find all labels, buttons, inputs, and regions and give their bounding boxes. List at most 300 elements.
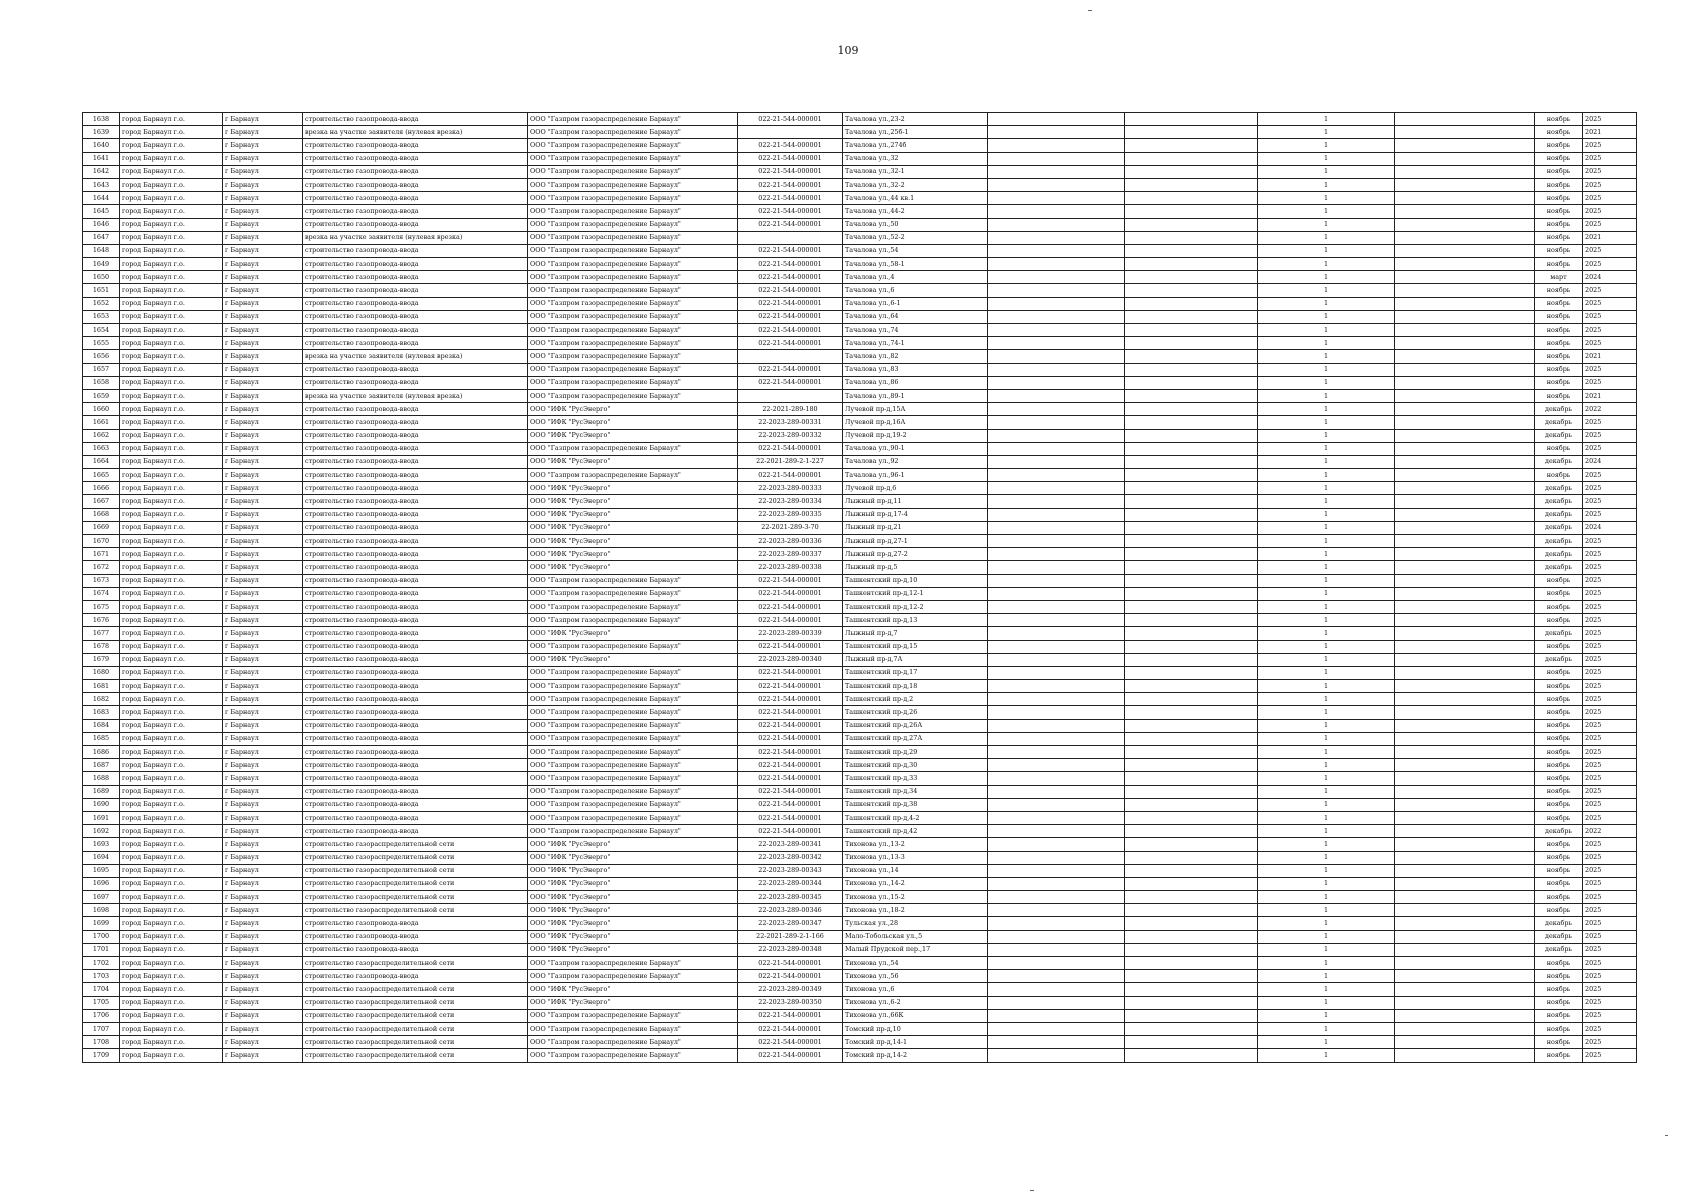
work-type-cell: строительство газопровода-ввода bbox=[303, 363, 528, 376]
row-number-cell: 1680 bbox=[83, 666, 120, 679]
municipality-cell: город Барнаул г.о. bbox=[120, 535, 223, 548]
count-cell: 1 bbox=[1258, 165, 1395, 178]
work-type-cell: строительство газопровода-ввода bbox=[303, 535, 528, 548]
year-cell: 2025 bbox=[1583, 680, 1637, 693]
locality-cell: г Барнаул bbox=[223, 996, 303, 1009]
address-cell: Тачалова ул.,74 bbox=[843, 324, 988, 337]
table-row bbox=[83, 548, 1637, 561]
address-cell: Мало-Тобольская ул.,5 bbox=[843, 930, 988, 943]
work-type-cell: строительство газопровода-ввода bbox=[303, 376, 528, 389]
table-row bbox=[83, 165, 1637, 178]
empty-cell bbox=[1395, 996, 1535, 1009]
table-row bbox=[83, 403, 1637, 416]
project-code-cell: 022-21-544-000001 bbox=[738, 732, 843, 745]
empty-cell bbox=[1395, 838, 1535, 851]
month-cell: ноябрь bbox=[1535, 205, 1583, 218]
empty-cell bbox=[1125, 1036, 1258, 1049]
municipality-cell: город Барнаул г.о. bbox=[120, 904, 223, 917]
table-row bbox=[83, 363, 1637, 376]
row-number-cell: 1684 bbox=[83, 719, 120, 732]
project-code-cell bbox=[738, 350, 843, 363]
project-code-cell: 22-2023-289-00350 bbox=[738, 996, 843, 1009]
table-row bbox=[83, 244, 1637, 257]
table-row bbox=[83, 389, 1637, 402]
municipality-cell: город Барнаул г.о. bbox=[120, 693, 223, 706]
organization-cell: ООО "Газпром газораспределение Барнаул" bbox=[528, 1009, 738, 1022]
month-cell: ноябрь bbox=[1535, 1036, 1583, 1049]
address-cell: Тихонова ул.,14-2 bbox=[843, 877, 988, 890]
empty-cell bbox=[1125, 258, 1258, 271]
municipality-cell: город Барнаул г.о. bbox=[120, 970, 223, 983]
row-number-cell: 1644 bbox=[83, 192, 120, 205]
empty-cell bbox=[1395, 521, 1535, 534]
locality-cell: г Барнаул bbox=[223, 218, 303, 231]
municipality-cell: город Барнаул г.о. bbox=[120, 165, 223, 178]
address-cell: Ташкентский пр-д,2 bbox=[843, 693, 988, 706]
municipality-cell: город Барнаул г.о. bbox=[120, 957, 223, 970]
address-cell: Тачалова ул.,6 bbox=[843, 284, 988, 297]
empty-cell bbox=[1395, 1009, 1535, 1022]
empty-cell bbox=[1125, 772, 1258, 785]
empty-cell bbox=[1125, 205, 1258, 218]
empty-cell bbox=[1395, 178, 1535, 191]
year-cell: 2025 bbox=[1583, 693, 1637, 706]
empty-cell bbox=[1395, 891, 1535, 904]
project-code-cell: 22-2023-289-00334 bbox=[738, 495, 843, 508]
count-cell: 1 bbox=[1258, 983, 1395, 996]
municipality-cell: город Барнаул г.о. bbox=[120, 1049, 223, 1062]
table-row bbox=[83, 891, 1637, 904]
empty-cell bbox=[988, 469, 1125, 482]
empty-cell bbox=[988, 614, 1125, 627]
row-number-cell: 1673 bbox=[83, 574, 120, 587]
count-cell: 1 bbox=[1258, 271, 1395, 284]
table-row bbox=[83, 495, 1637, 508]
address-cell: Тихонова ул.,15-2 bbox=[843, 891, 988, 904]
year-cell: 2025 bbox=[1583, 930, 1637, 943]
project-code-cell: 022-21-544-000001 bbox=[738, 693, 843, 706]
empty-cell bbox=[988, 297, 1125, 310]
table-row bbox=[83, 310, 1637, 323]
month-cell: ноябрь bbox=[1535, 957, 1583, 970]
work-type-cell: строительство газопровода-ввода bbox=[303, 271, 528, 284]
empty-cell bbox=[1395, 864, 1535, 877]
table-row bbox=[83, 706, 1637, 719]
month-cell: ноябрь bbox=[1535, 574, 1583, 587]
address-cell: Лыжный пр-д,7А bbox=[843, 653, 988, 666]
locality-cell: г Барнаул bbox=[223, 917, 303, 930]
year-cell: 2025 bbox=[1583, 561, 1637, 574]
work-type-cell: строительство газораспределительной сети bbox=[303, 1049, 528, 1062]
locality-cell: г Барнаул bbox=[223, 957, 303, 970]
row-number-cell: 1708 bbox=[83, 1036, 120, 1049]
empty-cell bbox=[1125, 495, 1258, 508]
empty-cell bbox=[988, 1049, 1125, 1062]
table-row bbox=[83, 442, 1637, 455]
count-cell: 1 bbox=[1258, 970, 1395, 983]
empty-cell bbox=[988, 785, 1125, 798]
municipality-cell: город Барнаул г.о. bbox=[120, 759, 223, 772]
empty-cell bbox=[988, 904, 1125, 917]
empty-cell bbox=[1125, 719, 1258, 732]
year-cell: 2025 bbox=[1583, 205, 1637, 218]
empty-cell bbox=[1395, 825, 1535, 838]
table-row bbox=[83, 429, 1637, 442]
count-cell: 1 bbox=[1258, 693, 1395, 706]
empty-cell bbox=[1125, 244, 1258, 257]
municipality-cell: город Барнаул г.о. bbox=[120, 680, 223, 693]
empty-cell bbox=[988, 653, 1125, 666]
month-cell: декабрь bbox=[1535, 429, 1583, 442]
work-type-cell: строительство газопровода-ввода bbox=[303, 600, 528, 613]
empty-cell bbox=[1125, 785, 1258, 798]
count-cell: 1 bbox=[1258, 877, 1395, 890]
table-row bbox=[83, 970, 1637, 983]
empty-cell bbox=[988, 284, 1125, 297]
municipality-cell: город Барнаул г.о. bbox=[120, 574, 223, 587]
project-code-cell: 022-21-544-000001 bbox=[738, 192, 843, 205]
organization-cell: ООО "Газпром газораспределение Барнаул" bbox=[528, 1049, 738, 1062]
work-type-cell: строительство газопровода-ввода bbox=[303, 680, 528, 693]
count-cell: 1 bbox=[1258, 113, 1395, 126]
work-type-cell: строительство газопровода-ввода bbox=[303, 732, 528, 745]
project-code-cell bbox=[738, 126, 843, 139]
empty-cell bbox=[1395, 904, 1535, 917]
month-cell: ноябрь bbox=[1535, 376, 1583, 389]
empty-cell bbox=[1125, 521, 1258, 534]
project-code-cell bbox=[738, 231, 843, 244]
work-type-cell: строительство газопровода-ввода bbox=[303, 548, 528, 561]
address-cell: Тачалова ул.,6-1 bbox=[843, 297, 988, 310]
organization-cell: ООО "Газпром газораспределение Барнаул" bbox=[528, 310, 738, 323]
row-number-cell: 1655 bbox=[83, 337, 120, 350]
address-cell: Тачалова ул.,58-1 bbox=[843, 258, 988, 271]
year-cell: 2025 bbox=[1583, 469, 1637, 482]
work-type-cell: врезка на участке заявителя (нулевая врезка) bbox=[303, 389, 528, 402]
empty-cell bbox=[1395, 970, 1535, 983]
count-cell: 1 bbox=[1258, 508, 1395, 521]
address-cell: Тихонова ул.,13-3 bbox=[843, 851, 988, 864]
year-cell: 2025 bbox=[1583, 548, 1637, 561]
address-cell: Тачалова ул.,50 bbox=[843, 218, 988, 231]
empty-cell bbox=[988, 455, 1125, 468]
table-row bbox=[83, 851, 1637, 864]
locality-cell: г Барнаул bbox=[223, 904, 303, 917]
empty-cell bbox=[988, 139, 1125, 152]
month-cell: ноябрь bbox=[1535, 218, 1583, 231]
empty-cell bbox=[1125, 904, 1258, 917]
table-row bbox=[83, 469, 1637, 482]
year-cell: 2025 bbox=[1583, 666, 1637, 679]
table-row bbox=[83, 666, 1637, 679]
table-row bbox=[83, 284, 1637, 297]
locality-cell: г Барнаул bbox=[223, 455, 303, 468]
municipality-cell: город Барнаул г.о. bbox=[120, 1009, 223, 1022]
organization-cell: ООО "Газпром газораспределение Барнаул" bbox=[528, 587, 738, 600]
empty-cell bbox=[988, 811, 1125, 824]
municipality-cell: город Барнаул г.о. bbox=[120, 469, 223, 482]
empty-cell bbox=[988, 574, 1125, 587]
municipality-cell: город Барнаул г.о. bbox=[120, 218, 223, 231]
work-type-cell: строительство газопровода-ввода bbox=[303, 746, 528, 759]
project-code-cell: 022-21-544-000001 bbox=[738, 957, 843, 970]
empty-cell bbox=[1125, 811, 1258, 824]
table-row bbox=[83, 627, 1637, 640]
locality-cell: г Барнаул bbox=[223, 930, 303, 943]
row-number-cell: 1670 bbox=[83, 535, 120, 548]
work-type-cell: строительство газопровода-ввода bbox=[303, 574, 528, 587]
empty-cell bbox=[1395, 258, 1535, 271]
row-number-cell: 1648 bbox=[83, 244, 120, 257]
municipality-cell: город Барнаул г.о. bbox=[120, 627, 223, 640]
count-cell: 1 bbox=[1258, 205, 1395, 218]
project-code-cell: 22-2023-289-00345 bbox=[738, 891, 843, 904]
empty-cell bbox=[1125, 416, 1258, 429]
row-number-cell: 1688 bbox=[83, 772, 120, 785]
empty-cell bbox=[988, 535, 1125, 548]
empty-cell bbox=[988, 666, 1125, 679]
work-type-cell: строительство газопровода-ввода bbox=[303, 495, 528, 508]
year-cell: 2025 bbox=[1583, 983, 1637, 996]
empty-cell bbox=[1125, 666, 1258, 679]
empty-cell bbox=[1395, 614, 1535, 627]
table-row bbox=[83, 1049, 1637, 1062]
organization-cell: ООО "ИФК "РусЭнерго" bbox=[528, 495, 738, 508]
count-cell: 1 bbox=[1258, 653, 1395, 666]
count-cell: 1 bbox=[1258, 640, 1395, 653]
year-cell: 2025 bbox=[1583, 600, 1637, 613]
empty-cell bbox=[1395, 455, 1535, 468]
empty-cell bbox=[1125, 297, 1258, 310]
organization-cell: ООО "ИФК "РусЭнерго" bbox=[528, 455, 738, 468]
empty-cell bbox=[1125, 139, 1258, 152]
organization-cell: ООО "ИФК "РусЭнерго" bbox=[528, 482, 738, 495]
year-cell: 2025 bbox=[1583, 363, 1637, 376]
month-cell: декабрь bbox=[1535, 482, 1583, 495]
row-number-cell: 1690 bbox=[83, 798, 120, 811]
project-code-cell: 022-21-544-000001 bbox=[738, 719, 843, 732]
empty-cell bbox=[1395, 1036, 1535, 1049]
row-number-cell: 1647 bbox=[83, 231, 120, 244]
organization-cell: ООО "ИФК "РусЭнерго" bbox=[528, 891, 738, 904]
work-type-cell: строительство газопровода-ввода bbox=[303, 139, 528, 152]
organization-cell: ООО "ИФК "РусЭнерго" bbox=[528, 653, 738, 666]
project-code-cell: 022-21-544-000001 bbox=[738, 1009, 843, 1022]
year-cell: 2025 bbox=[1583, 310, 1637, 323]
address-cell: Тачалова ул.,96-1 bbox=[843, 469, 988, 482]
project-code-cell: 22-2023-289-00349 bbox=[738, 983, 843, 996]
empty-cell bbox=[1125, 732, 1258, 745]
organization-cell: ООО "Газпром газораспределение Барнаул" bbox=[528, 825, 738, 838]
empty-cell bbox=[1395, 218, 1535, 231]
year-cell: 2024 bbox=[1583, 455, 1637, 468]
year-cell: 2025 bbox=[1583, 772, 1637, 785]
locality-cell: г Барнаул bbox=[223, 113, 303, 126]
empty-cell bbox=[988, 930, 1125, 943]
count-cell: 1 bbox=[1258, 455, 1395, 468]
locality-cell: г Барнаул bbox=[223, 337, 303, 350]
year-cell: 2025 bbox=[1583, 1036, 1637, 1049]
organization-cell: ООО "Газпром газораспределение Барнаул" bbox=[528, 324, 738, 337]
year-cell: 2025 bbox=[1583, 798, 1637, 811]
table-row bbox=[83, 521, 1637, 534]
empty-cell bbox=[1125, 126, 1258, 139]
month-cell: декабрь bbox=[1535, 508, 1583, 521]
municipality-cell: город Барнаул г.о. bbox=[120, 192, 223, 205]
project-code-cell: 22-2023-289-00339 bbox=[738, 627, 843, 640]
month-cell: декабрь bbox=[1535, 521, 1583, 534]
row-number-cell: 1659 bbox=[83, 389, 120, 402]
month-cell: декабрь bbox=[1535, 495, 1583, 508]
municipality-cell: город Барнаул г.о. bbox=[120, 508, 223, 521]
address-cell: Тачалова ул.,4 bbox=[843, 271, 988, 284]
organization-cell: ООО "Газпром газораспределение Барнаул" bbox=[528, 152, 738, 165]
month-cell: ноябрь bbox=[1535, 231, 1583, 244]
work-type-cell: строительство газопровода-ввода bbox=[303, 403, 528, 416]
month-cell: ноябрь bbox=[1535, 746, 1583, 759]
count-cell: 1 bbox=[1258, 957, 1395, 970]
municipality-cell: город Барнаул г.о. bbox=[120, 231, 223, 244]
empty-cell bbox=[1395, 732, 1535, 745]
row-number-cell: 1656 bbox=[83, 350, 120, 363]
empty-cell bbox=[1395, 403, 1535, 416]
work-type-cell: строительство газопровода-ввода bbox=[303, 192, 528, 205]
project-code-cell: 022-21-544-000001 bbox=[738, 666, 843, 679]
year-cell: 2025 bbox=[1583, 258, 1637, 271]
month-cell: ноябрь bbox=[1535, 680, 1583, 693]
address-cell: Тачалова ул.,25б-1 bbox=[843, 126, 988, 139]
empty-cell bbox=[1395, 429, 1535, 442]
year-cell: 2025 bbox=[1583, 284, 1637, 297]
project-code-cell: 022-21-544-000001 bbox=[738, 310, 843, 323]
year-cell: 2025 bbox=[1583, 1022, 1637, 1035]
count-cell: 1 bbox=[1258, 337, 1395, 350]
organization-cell: ООО "Газпром газораспределение Барнаул" bbox=[528, 600, 738, 613]
table-row bbox=[83, 297, 1637, 310]
address-cell: Ташкентский пр-д,15 bbox=[843, 640, 988, 653]
year-cell: 2025 bbox=[1583, 152, 1637, 165]
row-number-cell: 1642 bbox=[83, 165, 120, 178]
empty-cell bbox=[1125, 363, 1258, 376]
work-type-cell: строительство газопровода-ввода bbox=[303, 218, 528, 231]
empty-cell bbox=[1395, 337, 1535, 350]
address-cell: Ташкентский пр-д,18 bbox=[843, 680, 988, 693]
project-code-cell: 22-2023-289-00343 bbox=[738, 864, 843, 877]
work-type-cell: строительство газопровода-ввода bbox=[303, 337, 528, 350]
row-number-cell: 1702 bbox=[83, 957, 120, 970]
empty-cell bbox=[988, 798, 1125, 811]
count-cell: 1 bbox=[1258, 851, 1395, 864]
organization-cell: ООО "ИФК "РусЭнерго" bbox=[528, 429, 738, 442]
table-row bbox=[83, 811, 1637, 824]
work-type-cell: строительство газопровода-ввода bbox=[303, 258, 528, 271]
year-cell: 2025 bbox=[1583, 165, 1637, 178]
project-code-cell: 22-2021-289-3-70 bbox=[738, 521, 843, 534]
locality-cell: г Барнаул bbox=[223, 719, 303, 732]
municipality-cell: город Барнаул г.о. bbox=[120, 324, 223, 337]
work-type-cell: строительство газопровода-ввода bbox=[303, 653, 528, 666]
empty-cell bbox=[1125, 851, 1258, 864]
organization-cell: ООО "ИФК "РусЭнерго" bbox=[528, 548, 738, 561]
locality-cell: г Барнаул bbox=[223, 653, 303, 666]
project-code-cell: 022-21-544-000001 bbox=[738, 772, 843, 785]
row-number-cell: 1645 bbox=[83, 205, 120, 218]
count-cell: 1 bbox=[1258, 192, 1395, 205]
count-cell: 1 bbox=[1258, 218, 1395, 231]
locality-cell: г Барнаул bbox=[223, 165, 303, 178]
row-number-cell: 1685 bbox=[83, 732, 120, 745]
organization-cell: ООО "Газпром газораспределение Барнаул" bbox=[528, 759, 738, 772]
scan-speck bbox=[1088, 10, 1092, 11]
project-code-cell: 022-21-544-000001 bbox=[738, 600, 843, 613]
year-cell: 2025 bbox=[1583, 706, 1637, 719]
count-cell: 1 bbox=[1258, 838, 1395, 851]
empty-cell bbox=[988, 310, 1125, 323]
row-number-cell: 1672 bbox=[83, 561, 120, 574]
month-cell: ноябрь bbox=[1535, 772, 1583, 785]
work-type-cell: строительство газопровода-ввода bbox=[303, 930, 528, 943]
municipality-cell: город Барнаул г.о. bbox=[120, 297, 223, 310]
empty-cell bbox=[1125, 574, 1258, 587]
empty-cell bbox=[1395, 957, 1535, 970]
address-cell: Ташкентский пр-д,42 bbox=[843, 825, 988, 838]
locality-cell: г Барнаул bbox=[223, 838, 303, 851]
year-cell: 2021 bbox=[1583, 350, 1637, 363]
address-cell: Ташкентский пр-д,34 bbox=[843, 785, 988, 798]
address-cell: Тачалова ул.,52-2 bbox=[843, 231, 988, 244]
table-row bbox=[83, 482, 1637, 495]
organization-cell: ООО "Газпром газораспределение Барнаул" bbox=[528, 363, 738, 376]
project-code-cell: 22-2023-289-00336 bbox=[738, 535, 843, 548]
locality-cell: г Барнаул bbox=[223, 178, 303, 191]
row-number-cell: 1666 bbox=[83, 482, 120, 495]
locality-cell: г Барнаул bbox=[223, 310, 303, 323]
project-code-cell: 22-2021-289-180 bbox=[738, 403, 843, 416]
work-type-cell: строительство газопровода-ввода bbox=[303, 429, 528, 442]
empty-cell bbox=[1125, 508, 1258, 521]
organization-cell: ООО "ИФК "РусЭнерго" bbox=[528, 403, 738, 416]
year-cell: 2025 bbox=[1583, 627, 1637, 640]
address-cell: Томский пр-д,14-2 bbox=[843, 1049, 988, 1062]
locality-cell: г Барнаул bbox=[223, 732, 303, 745]
count-cell: 1 bbox=[1258, 469, 1395, 482]
month-cell: ноябрь bbox=[1535, 165, 1583, 178]
row-number-cell: 1654 bbox=[83, 324, 120, 337]
address-cell: Тачалова ул.,83 bbox=[843, 363, 988, 376]
organization-cell: ООО "ИФК "РусЭнерго" bbox=[528, 838, 738, 851]
organization-cell: ООО "Газпром газораспределение Барнаул" bbox=[528, 244, 738, 257]
work-type-cell: строительство газопровода-ввода bbox=[303, 416, 528, 429]
address-cell: Лыжный пр-д,5 bbox=[843, 561, 988, 574]
row-number-cell: 1679 bbox=[83, 653, 120, 666]
address-cell: Лыжный пр-д,7 bbox=[843, 627, 988, 640]
empty-cell bbox=[1125, 746, 1258, 759]
empty-cell bbox=[1125, 838, 1258, 851]
organization-cell: ООО "Газпром газораспределение Барнаул" bbox=[528, 469, 738, 482]
work-type-cell: строительство газопровода-ввода bbox=[303, 205, 528, 218]
empty-cell bbox=[988, 627, 1125, 640]
empty-cell bbox=[1125, 957, 1258, 970]
municipality-cell: город Барнаул г.о. bbox=[120, 785, 223, 798]
empty-cell bbox=[1125, 587, 1258, 600]
work-type-cell: строительство газопровода-ввода bbox=[303, 825, 528, 838]
municipality-cell: город Барнаул г.о. bbox=[120, 600, 223, 613]
month-cell: ноябрь bbox=[1535, 324, 1583, 337]
empty-cell bbox=[1395, 389, 1535, 402]
work-type-cell: строительство газопровода-ввода bbox=[303, 113, 528, 126]
empty-cell bbox=[1395, 627, 1535, 640]
address-cell: Тачалова ул.,90-1 bbox=[843, 442, 988, 455]
